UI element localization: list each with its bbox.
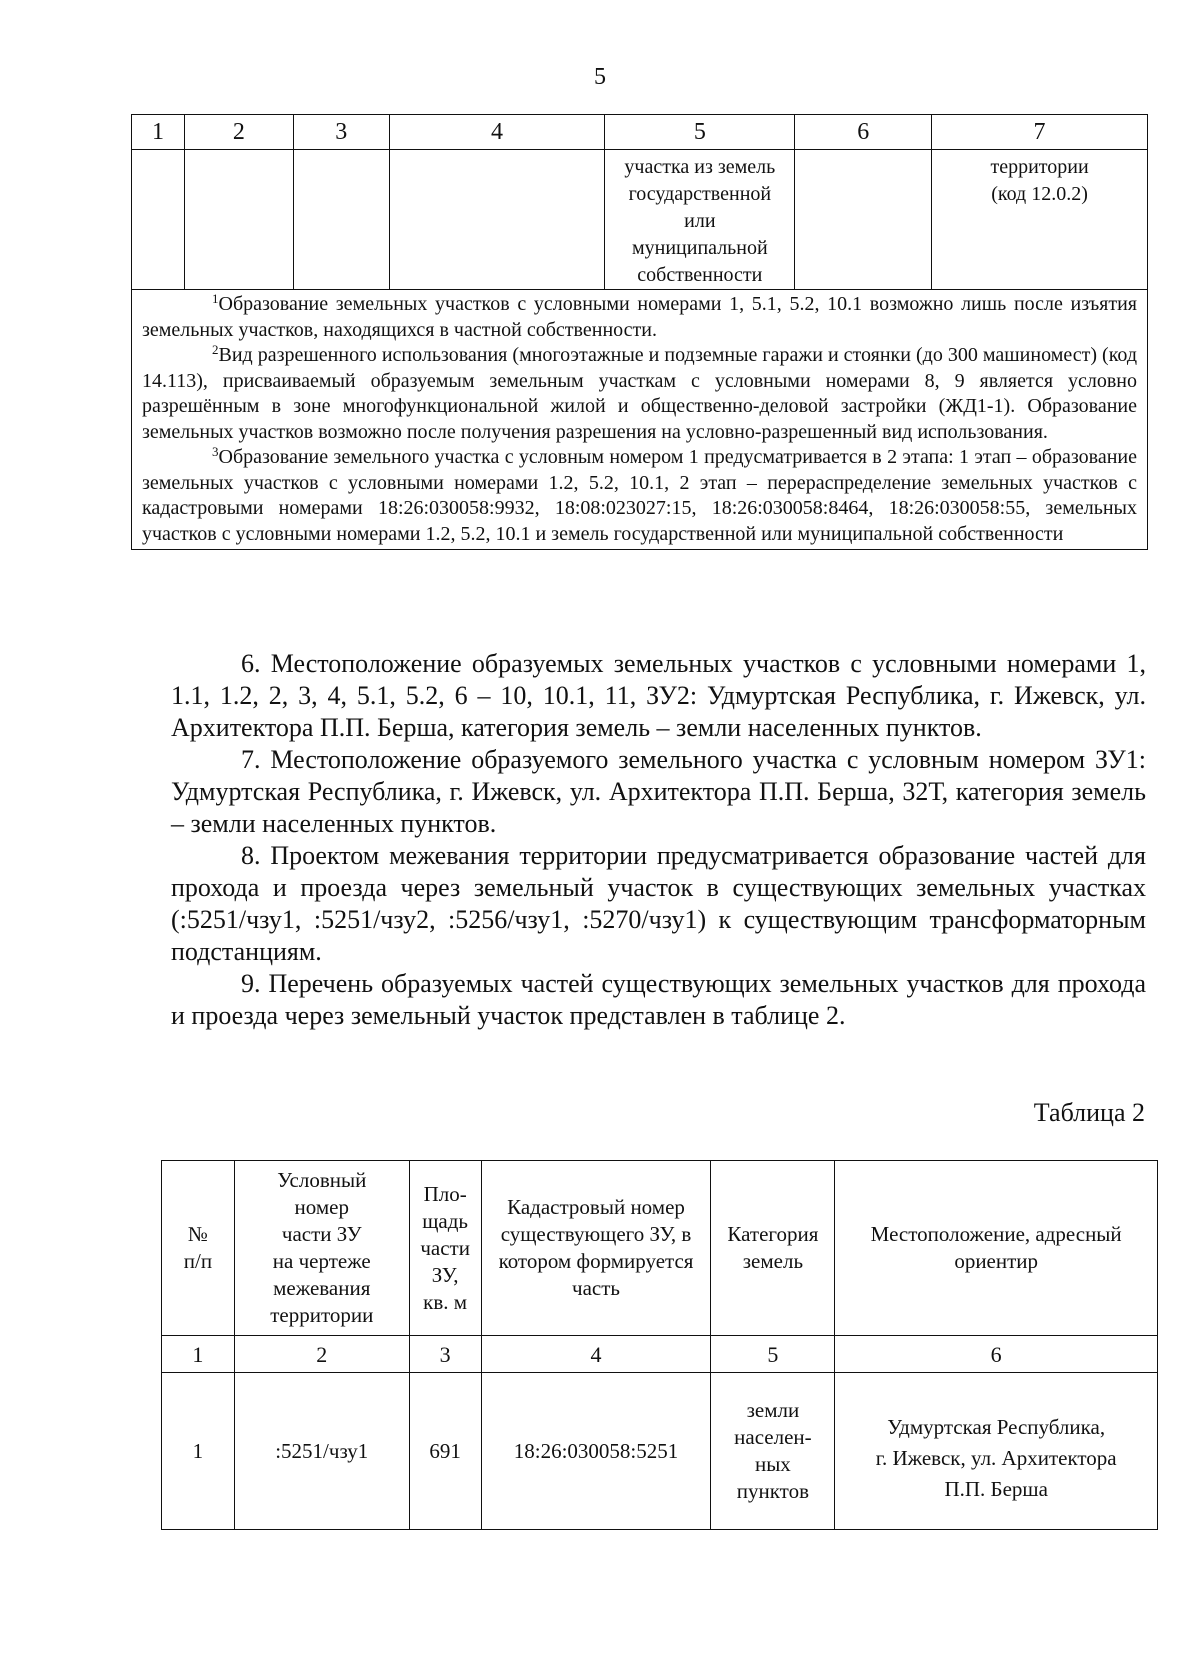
footnote bbox=[142, 445, 1137, 547]
footnote-text: Вид разрешенного использования (многоэтажные и подземные гаражи и стоянки (до 300 машиномест) (код 14.113), присваиваемый образуемым земельным участкам с условными номерами 8, 9 является условно разрешённым в зоне многофункциональной жилой и общественно-деловой застройки (ЖД1-1). Образование земельных участков возможно после получения разрешения на условно-разрешенный вид использования. bbox=[142, 344, 1137, 443]
footnote bbox=[142, 343, 1137, 445]
body-text bbox=[171, 648, 1146, 1032]
cell-line: П.П. Берша bbox=[944, 1476, 1048, 1501]
cell-line: или bbox=[684, 210, 716, 232]
table-1-header-cell: 2 bbox=[184, 115, 293, 150]
table-1-row bbox=[132, 150, 1148, 290]
footnote-text: Образование земельных участков с условными номерами 1, 5.1, 5.2, 10.1 возможно лишь после изъятия земельных участков, находящихся в частной собственности. bbox=[142, 293, 1137, 341]
table-2-header-cell bbox=[409, 1161, 481, 1336]
cell-line: пунктов bbox=[736, 1479, 809, 1503]
table-1-cell bbox=[795, 150, 932, 290]
location-cell bbox=[835, 1373, 1158, 1530]
cell-line: участка из земель bbox=[624, 156, 776, 178]
header-line: Кадастровый номер bbox=[507, 1195, 685, 1219]
table-2-number-cell: 4 bbox=[481, 1336, 711, 1373]
table-2-number-cell: 2 bbox=[234, 1336, 409, 1373]
header-line: территории bbox=[270, 1303, 374, 1327]
cell-line: населен- bbox=[734, 1425, 812, 1449]
table-row bbox=[162, 1373, 1158, 1530]
footnote bbox=[142, 292, 1137, 343]
header-line: части bbox=[420, 1235, 470, 1260]
header-line: кв. м bbox=[423, 1289, 468, 1314]
table-1-header-cell: 6 bbox=[795, 115, 932, 150]
table-2-header-cell bbox=[835, 1161, 1158, 1336]
header-line: межевания bbox=[273, 1276, 371, 1300]
paragraph-7: 7. Местоположение образуемого земельного участка с условным номером ЗУ1: Удмуртская Республика, г. Ижевск, ул. Архитектора П.П. Берша, 32Т, категория земель – земли населенных пунктов. bbox=[171, 745, 1146, 838]
cell-line: муниципальной bbox=[631, 237, 768, 259]
header-line: Пло- bbox=[423, 1181, 467, 1206]
cadastral-number-cell: 18:26:030058:5251 bbox=[481, 1373, 711, 1530]
cell-line: г. Ижевск, ул. Архитектора bbox=[875, 1445, 1117, 1470]
part-number-cell: :5251/чзу1 bbox=[234, 1373, 409, 1530]
table-1-notes-row bbox=[132, 290, 1148, 550]
header-line: п/п bbox=[183, 1249, 213, 1273]
table-1-cell-col5 bbox=[605, 150, 795, 290]
table-2-number-cell: 5 bbox=[711, 1336, 835, 1373]
table-2-number-cell: 6 bbox=[835, 1336, 1158, 1373]
table-1-header-cell: 5 bbox=[605, 115, 795, 150]
table-1-notes bbox=[132, 290, 1148, 550]
table-1 bbox=[131, 114, 1148, 550]
header-line: на чертеже bbox=[272, 1249, 371, 1273]
table-2 bbox=[161, 1160, 1158, 1530]
table-2-header-cell bbox=[162, 1161, 235, 1336]
paragraph-9: 9. Перечень образуемых частей существующих земельных участков для прохода и проезда через земельный участок представлен в таблице 2. bbox=[171, 969, 1146, 1030]
table-2-header-row bbox=[162, 1161, 1158, 1336]
table-2-header-cell bbox=[481, 1161, 711, 1336]
footnote-marker: 1 bbox=[212, 291, 219, 306]
table-1-cell bbox=[132, 150, 185, 290]
table-1-cell bbox=[184, 150, 293, 290]
header-line: номер bbox=[294, 1195, 349, 1219]
cell-line: ных bbox=[754, 1452, 791, 1476]
header-line: Категория bbox=[727, 1222, 819, 1246]
header-line: № bbox=[187, 1222, 208, 1246]
footnote-text: Образование земельного участка с условным номером 1 предусматривается в 2 этапа: 1 этап – образование земельных участков с условными номерами 1.2, 5.2, 10.1, 2 этап – перераспределение земельных участков с кадастровыми номерами 18:26:030058:9932, 18:08:023027:15, 18:26:030058:8464, 18:26:030058:55, земельных участков с условными номерами 1.2, 5.2, 10.1 и земель государственной или муниципальной собственности bbox=[142, 446, 1137, 545]
table-1-header-row bbox=[132, 115, 1148, 150]
table-1-header-cell: 1 bbox=[132, 115, 185, 150]
cell-line: государственной bbox=[628, 183, 772, 205]
table-1-header-cell: 4 bbox=[389, 115, 605, 150]
table-2-header-cell bbox=[711, 1161, 835, 1336]
header-line: части ЗУ bbox=[281, 1222, 362, 1246]
header-line: земель bbox=[742, 1249, 804, 1273]
cell-line: собственности bbox=[637, 264, 763, 286]
table-2-number-cell: 3 bbox=[409, 1336, 481, 1373]
cell-line: Удмуртская Республика, bbox=[887, 1414, 1106, 1439]
table-1-header-cell: 3 bbox=[293, 115, 389, 150]
header-line: котором формируется bbox=[498, 1249, 694, 1273]
paragraph-6: 6. Местоположение образуемых земельных участков с условными номерами 1, 1.1, 1.2, 2, 3, 4, 5.1, 5.2, 6 – 10, 10.1, 11, ЗУ2: Удмуртская Республика, г. Ижевск, ул. Архитектора П.П. Берша, категория земель – земли населенных пунктов. bbox=[171, 649, 1146, 742]
header-line: щадь bbox=[422, 1208, 469, 1233]
header-line: существующего ЗУ, в bbox=[500, 1222, 692, 1246]
cell-line: земли bbox=[746, 1398, 800, 1422]
table-1-cell-col7 bbox=[932, 150, 1148, 290]
land-category-cell bbox=[711, 1373, 835, 1530]
cell-line: территории bbox=[990, 156, 1089, 178]
table-1-cell bbox=[293, 150, 389, 290]
header-line: Условный bbox=[277, 1168, 367, 1192]
paragraph-8: 8. Проектом межевания территории предусматривается образование частей для прохода и проезда через земельный участок в существующих земельных участках (:5251/чзу1, :5251/чзу2, :5256/чзу1, :5270/чзу1) к существующим трансформаторным подстанциям. bbox=[171, 841, 1146, 966]
header-line: ориентир bbox=[954, 1249, 1039, 1273]
table-2-number-row bbox=[162, 1336, 1158, 1373]
table-1-header-cell: 7 bbox=[932, 115, 1148, 150]
table-2-number-cell: 1 bbox=[162, 1336, 235, 1373]
cell-line: (код 12.0.2) bbox=[991, 183, 1088, 205]
table-2-label: Таблица 2 bbox=[1033, 1098, 1145, 1127]
table-2-header-cell bbox=[234, 1161, 409, 1336]
row-number-cell: 1 bbox=[162, 1373, 235, 1530]
table-1-cell bbox=[389, 150, 605, 290]
footnote-marker: 3 bbox=[212, 444, 219, 459]
footnote-marker: 2 bbox=[212, 342, 219, 357]
header-line: ЗУ, bbox=[431, 1262, 459, 1287]
page-number: 5 bbox=[594, 64, 606, 90]
header-line: часть bbox=[572, 1276, 620, 1300]
header-line: Местоположение, адресный bbox=[870, 1222, 1122, 1246]
area-cell: 691 bbox=[409, 1373, 481, 1530]
